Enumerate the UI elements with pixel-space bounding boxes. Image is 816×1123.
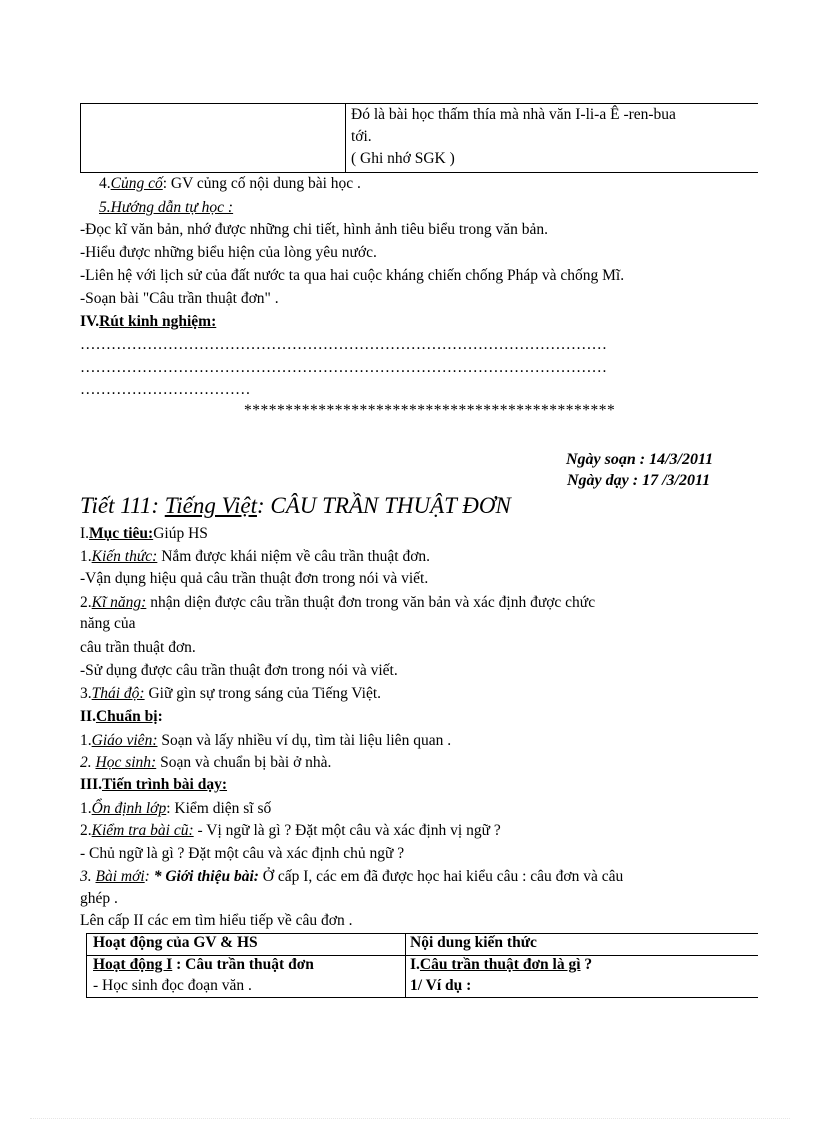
dots-line-1: ………………………………………………………………………………………… (80, 336, 607, 353)
lesson-subject: Tiếng Việt (164, 493, 257, 518)
bai-moi-line-3: Lên cấp II các em tìm hiểu tiếp về câu đơn . (80, 912, 353, 929)
ki-nang-line-3: câu trần thuật đơn. (80, 639, 196, 656)
top-table (80, 103, 758, 173)
muc-tieu-heading: I.Mục tiêu:Giúp HS (80, 525, 208, 542)
top-table-left-cell (81, 104, 346, 173)
ngay-day: Ngày dạy : 17 /3/2011 (567, 472, 711, 489)
huong-dan-item-4: -Soạn bài "Câu trần thuật đơn" . (80, 290, 279, 307)
activity-table (86, 933, 758, 998)
row1-right-cell: I.Câu trần thuật đơn là gì ? (410, 956, 593, 973)
star-divider: ********************************************* (244, 402, 616, 419)
header-right-cell: Nội dung kiến thức (406, 934, 759, 956)
huong-dan-heading: 5.Hướng dẫn tự học : (99, 199, 234, 216)
top-table-right-cell (346, 104, 759, 173)
lesson-title: Tiết 111: Tiếng Việt: CÂU TRẦN THUẬT ĐƠN (80, 493, 511, 518)
rut-kinh-nghiem-heading: IV.Rút kinh nghiệm: (80, 313, 217, 330)
dots-line-2: ………………………………………………………………………………………… (80, 359, 607, 376)
header-left-cell: Hoạt động của GV & HS (87, 934, 406, 956)
row2-right-cell: 1/ Ví dụ : (406, 977, 759, 998)
ki-nang-line-4: -Sử dụng được câu trần thuật đơn trong nói và viết. (80, 662, 398, 679)
cung-co-label: Củng cố (110, 175, 163, 192)
chuan-bi-heading: II.Chuẩn bị: (80, 708, 163, 725)
cung-co-line: 4.Củng cố: GV củng cố nội dung bài học . (99, 175, 361, 192)
ki-nang-line-2: năng của (80, 615, 136, 632)
dots-line-3: …………………………… (80, 381, 251, 398)
kiem-tra-line-2: - Chủ ngữ là gì ? Đặt một câu và xác định chủ ngữ ? (80, 845, 405, 862)
bai-moi-line-2: ghép . (80, 890, 118, 907)
top-table-line-3: ( Ghi nhớ SGK ) (351, 150, 455, 167)
thai-do-line: 3.Thái độ: Giữ gìn sự trong sáng của Tiếng Việt. (80, 685, 382, 702)
tien-trinh-heading: III.Tiến trình bài dạy: (80, 776, 228, 793)
kiem-tra-line: 2.Kiểm tra bài cũ: - Vị ngữ là gì ? Đặt một câu và xác định vị ngữ ? (80, 822, 501, 839)
huong-dan-item-2: -Hiểu được những biểu hiện của lòng yêu nước. (80, 244, 377, 261)
kien-thuc-line: 1.Kiến thức: Nắm được khái niệm về câu trần thuật đơn. (80, 548, 431, 565)
huong-dan-item-1: -Đọc kĩ văn bản, nhớ được những chi tiết, hình ảnh tiêu biểu trong văn bản. (80, 221, 548, 238)
bai-moi-line: 3. Bài mới: * Giới thiệu bài: Ở cấp I, các em đã được học hai kiểu câu : câu đơn và câu (80, 868, 624, 885)
giao-vien-line: 1.Giáo viên: Soạn và lấy nhiều ví dụ, tìm tài liệu liên quan . (80, 732, 452, 749)
kien-thuc-line-2: -Vận dụng hiệu quả câu trần thuật đơn trong nói và viết. (80, 570, 429, 587)
on-dinh-line: 1.Ổn định lớp: Kiểm diện sĩ số (80, 800, 272, 817)
hoc-sinh-line: 2. Học sinh: Soạn và chuẩn bị bài ở nhà. (80, 754, 332, 771)
top-table-line-2: tới. (351, 128, 372, 145)
page-edge-divider (30, 1118, 790, 1119)
ki-nang-line: 2.Kĩ năng: nhận diện được câu trần thuật đơn trong văn bản và xác định được chức (80, 594, 596, 611)
row2-left-cell: - Học sinh đọc đoạn văn . (87, 977, 406, 998)
row1-left-cell: Hoạt động I : Câu trần thuật đơn (87, 956, 406, 978)
huong-dan-item-3: -Liên hệ với lịch sử của đất nước ta qua hai cuộc kháng chiến chống Pháp và chống Mĩ. (80, 267, 625, 284)
top-table-line-1: Đó là bài học thấm thía mà nhà văn I-li-a Ê -ren-bua (351, 106, 676, 123)
ngay-soan: Ngày soạn : 14/3/2011 (566, 451, 714, 468)
